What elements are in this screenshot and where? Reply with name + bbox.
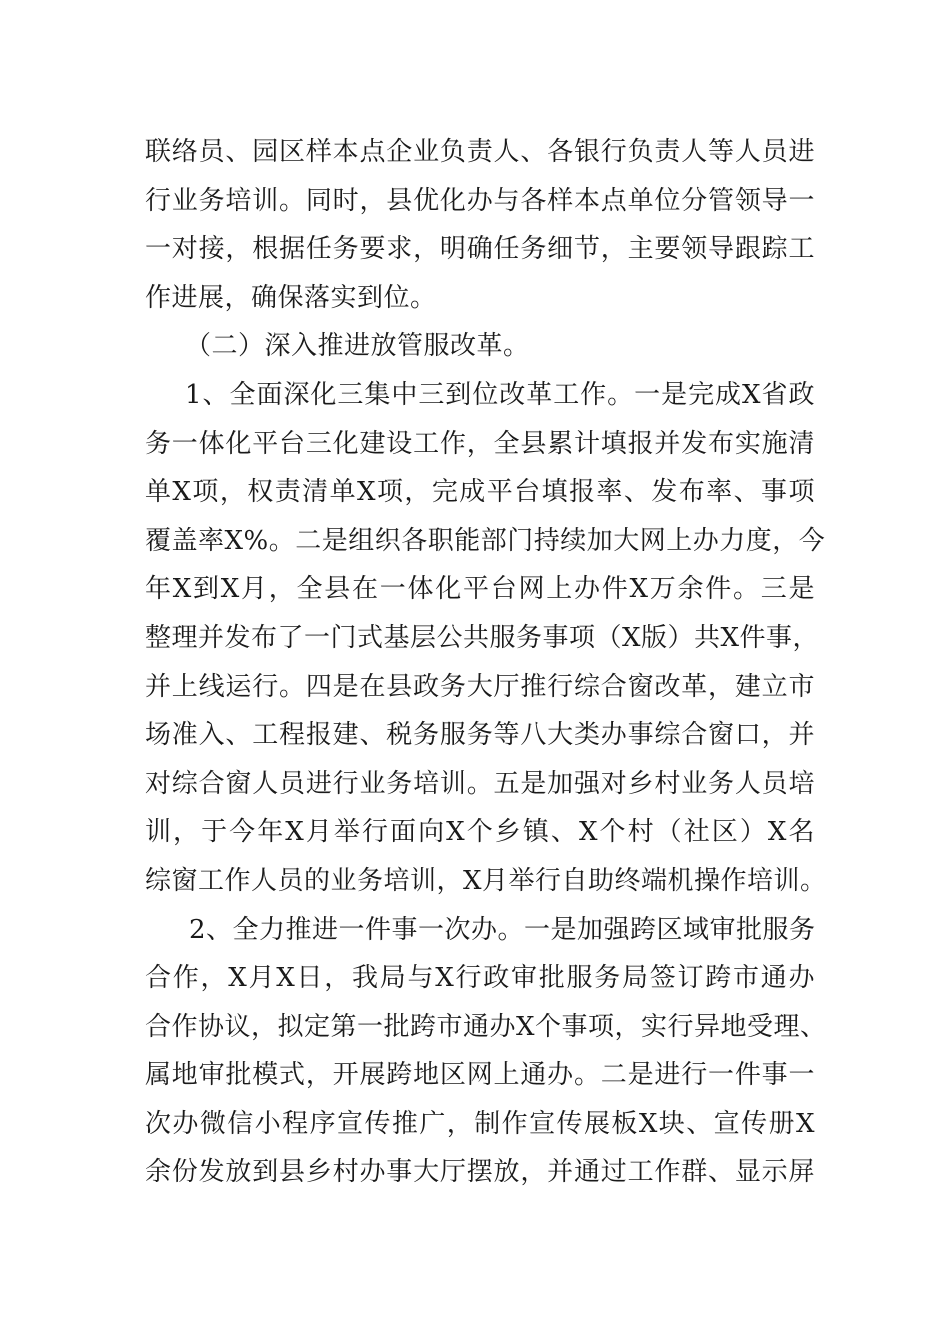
text-line: 务一体化平台三化建设工作，全县累计填报并发布实施清 — [145, 428, 815, 459]
text-line: 1、全面深化三集中三到位改革工作。一是完成X省政 — [185, 379, 815, 410]
text-line: 2、全力推进一件事一次办。一是加强跨区域审批服务 — [189, 914, 816, 945]
document-body — [145, 128, 827, 1197]
section-heading: （二）深入推进放管服改革。 — [185, 331, 530, 362]
text-line: 整理并发布了一门式基层公共服务事项（X版）共X件事， — [145, 622, 820, 653]
text-line: 属地审批模式，开展跨地区网上通办。二是进行一件事一 — [145, 1060, 815, 1091]
text-line: 联络员、园区样本点企业负责人、各银行负责人等人员进 — [145, 137, 815, 167]
text-line: 训，于今年X月举行面向X个乡镇、X个村（社区）X名 — [145, 817, 815, 848]
text-line: 作进展，确保落实到位。 — [145, 282, 437, 313]
text-line: 覆盖率X%。二是组织各职能部门持续加大网上办力度，今 — [145, 525, 826, 556]
text-line: 并上线运行。四是在县政务大厅推行综合窗改革，建立市 — [145, 671, 815, 702]
text-line: 余份发放到县乡村办事大厅摆放，并通过工作群、显示屏 — [145, 1157, 815, 1188]
text-line: 行业务培训。同时，县优化办与各样本点单位分管领导一 — [145, 185, 815, 216]
text-line: 年X到X月，全县在一体化平台网上办件X万余件。三是 — [145, 574, 815, 605]
text-line: 单X项，权责清单X项，完成平台填报率、发布率、事项 — [145, 477, 815, 508]
text-line: 场准入、工程报建、税务服务等八大类办事综合窗口，并 — [145, 720, 815, 751]
text-line: 合作协议，拟定第一批跨市通办X个事项，实行异地受理、 — [145, 1011, 827, 1042]
text-line: 合作，X月X日，我局与X行政审批服务局签订跨市通办 — [145, 963, 815, 994]
text-line: 综窗工作人员的业务培训，X月举行自助终端机操作培训。 — [145, 865, 827, 896]
text-line: 次办微信小程序宣传推广，制作宣传展板X块、宣传册X — [145, 1108, 815, 1139]
text-line: 一对接，根据任务要求，明确任务细节，主要领导跟踪工 — [145, 234, 815, 265]
text-line: 对综合窗人员进行业务培训。五是加强对乡村业务人员培 — [145, 768, 815, 799]
